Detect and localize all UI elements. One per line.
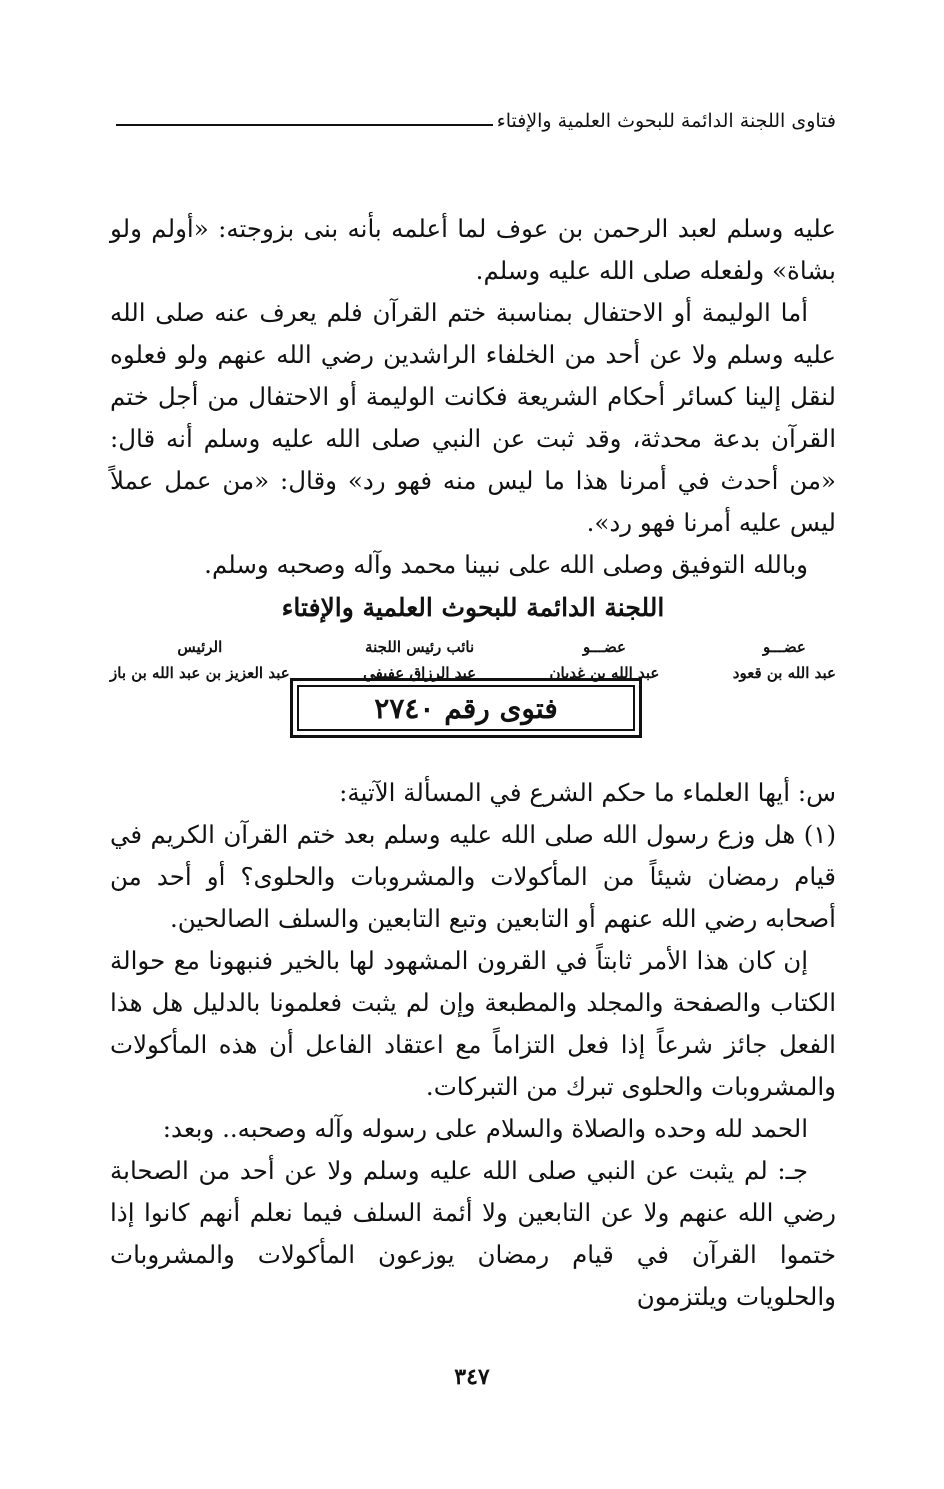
header-rule xyxy=(116,124,493,126)
signatory-name: عبد الرزاق عفيفي xyxy=(363,664,477,682)
signatory-role: عضـــو xyxy=(762,638,806,656)
committee-title: اللجنة الدائمة للبحوث العلمية والإفتاء xyxy=(281,593,665,622)
paragraph-walima: أما الوليمة أو الاحتفال بمناسبة ختم القرآن فلم يعرف عنه صلى الله عليه وسلم ولا عن أحد من الخلفاء الراشدين رضي الله عنهم ولو فعلوه لنقل إلينا كسائر أحكام الشريعة فكانت الوليمة أو الاحتفال من أجل ختم القرآن بدعة محدثة، وقد ثبت عن النبي صلى الله عليه وسلم أنه قال: «من أحدث في أمرنا هذا ما ليس منه فهو رد» وقال: «من عمل عملاً ليس عليه أمرنا فهو رد». xyxy=(110,298,836,537)
fatwa-title-frame xyxy=(290,678,642,738)
signatory-name: عبد العزيز بن عبد الله بن باز xyxy=(110,664,290,682)
paragraph-closing: وبالله التوفيق وصلى الله على نبينا محمد وآله وصحبه وسلم. xyxy=(204,550,808,579)
fatwa-section xyxy=(110,772,836,1318)
question-detail: إن كان هذا الأمر ثابتاً في القرون المشهود لها بالخير فنبهونا مع حوالة الكتاب والصفحة والمجلد والمطبعة وإن لم يثبت فعلمونا بالدليل هل هذا الفعل جائز شرعاً إذا فعل التزاماً مع اعتقاد الفاعل أن هذه المأكولات والمشروبات والحلوى تبرك من التبركات. xyxy=(110,946,836,1101)
signatory-name: عبد الله بن غديان xyxy=(549,664,660,682)
question-one: (١) هل وزع رسول الله صلى الله عليه وسلم بعد ختم القرآن الكريم في قيام رمضان شيئاً من المأكولات والمشروبات والحلوى؟ أو أحد من أصحابه رضي الله عنهم أو التابعين وتبع التابعين والسلف الصالحين. xyxy=(110,820,836,933)
signatory xyxy=(733,634,836,686)
running-title: فتاوى اللجنة الدائمة للبحوث العلمية والإفتاء xyxy=(496,110,836,132)
top-section xyxy=(110,208,836,686)
answer-text: جـ: لم يثبت عن النبي صلى الله عليه وسلم ولا عن أحد من الصحابة رضي الله عنهم ولا عن التابعين ولا أئمة السلف فيما نعلم أنهم كانوا إذا ختموا القرآن في قيام رمضان يوزعون المأكولات والمشروبات والحلويات ويلتزمون xyxy=(110,1156,836,1311)
signatory-role: نائب رئيس اللجنة xyxy=(365,638,475,656)
question-intro: س: أيها العلماء ما حكم الشرع في المسألة الآتية: xyxy=(339,778,836,807)
running-header xyxy=(116,92,836,132)
page-number: ٣٤٧ xyxy=(454,1364,490,1390)
signatory-role: عضـــو xyxy=(583,638,626,656)
signatory xyxy=(110,634,290,686)
signatory-role: الرئيس xyxy=(177,638,223,656)
paragraph-continuation: عليه وسلم لعبد الرحمن بن عوف لما أعلمه بأنه بنى بزوجته: «أولم ولو بشاة» ولفعله صلى الله عليه وسلم. xyxy=(110,214,836,285)
fatwa-title: فتوى رقم ٢٧٤٠ xyxy=(297,685,635,731)
answer-opening: الحمد لله وحده والصلاة والسلام على رسوله وآله وصحبه.. وبعد: xyxy=(162,1114,808,1143)
signatory-name: عبد الله بن قعود xyxy=(732,664,836,682)
